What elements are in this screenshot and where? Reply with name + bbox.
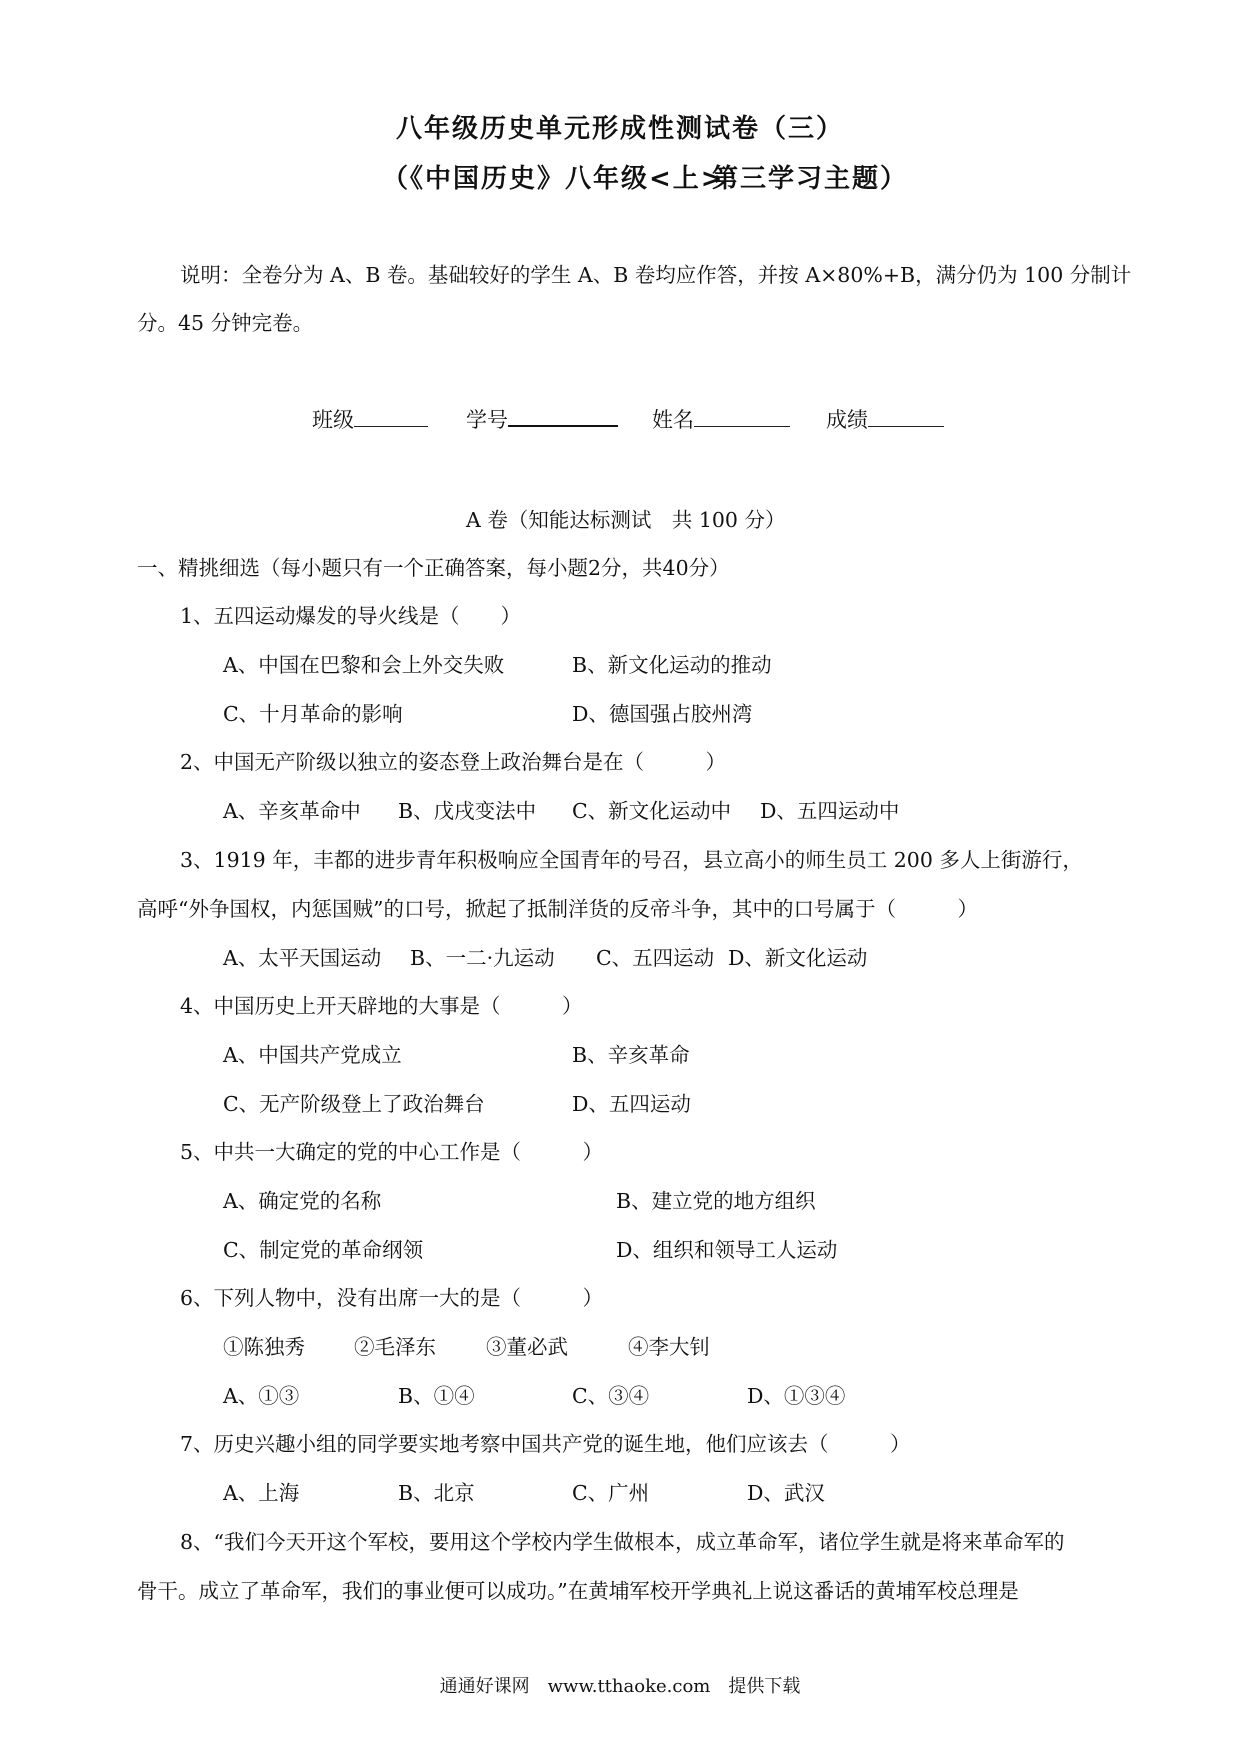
q7-option-c[interactable]: C、广州: [572, 1481, 650, 1505]
q2-option-c[interactable]: C、新文化运动中: [572, 799, 732, 823]
q4-option-b[interactable]: B、辛亥革命: [572, 1043, 690, 1067]
name-blank[interactable]: [694, 406, 790, 427]
q6-option-d[interactable]: D、①③④: [747, 1384, 846, 1408]
q7-option-d[interactable]: D、武汉: [747, 1481, 825, 1505]
question-8-stem-line1: 8、“我们今天开这个军校，要用这个学校内学生做根本，成立革命军，诸位学生就是将来革命军的: [180, 1530, 1065, 1554]
q6-item-2: ②毛泽东: [354, 1335, 436, 1359]
page-subtitle-left: （《中国历史》八年级<上>: [382, 164, 725, 194]
q4-option-c[interactable]: C、无产阶级登上了政治舞台: [223, 1092, 485, 1116]
q3-option-a[interactable]: A、太平天国运动: [223, 946, 382, 970]
student-no-field[interactable]: [466, 404, 618, 434]
q1-option-d[interactable]: D、德国强占胶州湾: [572, 702, 753, 726]
score-blank[interactable]: [868, 406, 944, 427]
question-8-stem-line2: 骨干。成立了革命军，我们的事业便可以成功。”在黄埔军校开学典礼上说这番话的黄埔军校总理是: [137, 1579, 1019, 1603]
q5-option-c[interactable]: C、制定党的革命纲领: [223, 1238, 424, 1262]
q7-option-a[interactable]: A、上海: [223, 1481, 300, 1505]
q4-option-d[interactable]: D、五四运动: [572, 1092, 691, 1116]
class-field[interactable]: [312, 404, 428, 434]
q1-option-b[interactable]: B、新文化运动的推动: [572, 653, 772, 677]
q5-option-b[interactable]: B、建立党的地方组织: [616, 1189, 816, 1213]
question-3-stem-line1: 3、1919 年，丰都的进步青年积极响应全国青年的号召，县立高小的师生员工 200 多人上街游行，: [180, 848, 1083, 872]
page-subtitle-right: 第三学习主题）: [712, 164, 909, 194]
question-7-stem: 7、历史兴趣小组的同学要实地考察中国共产党的诞生地，他们应该去（ ）: [180, 1432, 911, 1456]
q6-option-a[interactable]: A、①③: [223, 1384, 300, 1408]
instructions-line1: 说明：全卷分为 A、B 卷。基础较好的学生 A、B 卷均应作答，并按 A×80%+B，满分仍为 100 分制计: [180, 263, 1132, 287]
q4-option-a[interactable]: A、中国共产党成立: [223, 1043, 402, 1067]
q6-item-4: ④李大钊: [628, 1335, 710, 1359]
q6-option-c[interactable]: C、③④: [572, 1384, 650, 1408]
q2-option-b[interactable]: B、戊戌变法中: [398, 799, 537, 823]
page-title: 八年级历史单元形成性测试卷（三）: [395, 114, 844, 144]
q5-option-a[interactable]: A、确定党的名称: [223, 1189, 382, 1213]
q3-option-b[interactable]: B、一二·九运动: [410, 946, 555, 970]
q3-option-d[interactable]: D、新文化运动: [728, 946, 868, 970]
question-5-stem: 5、中共一大确定的党的中心工作是（ ）: [180, 1140, 604, 1164]
q6-item-3: ③董必武: [486, 1335, 568, 1359]
name-label: 姓名: [652, 408, 694, 432]
score-field[interactable]: [826, 404, 944, 434]
q6-option-b[interactable]: B、①④: [398, 1384, 475, 1408]
q1-option-a[interactable]: A、中国在巴黎和会上外交失败: [223, 653, 505, 677]
q2-option-d[interactable]: D、五四运动中: [760, 799, 900, 823]
q2-option-a[interactable]: A、辛亥革命中: [223, 799, 361, 823]
student-no-blank[interactable]: [508, 405, 618, 427]
q5-option-d[interactable]: D、组织和领导工人运动: [616, 1238, 838, 1262]
q6-item-1: ①陈独秀: [223, 1335, 305, 1359]
class-label: 班级: [312, 408, 354, 432]
student-no-label: 学号: [466, 408, 508, 432]
name-field[interactable]: [652, 404, 790, 434]
question-3-stem-line2: 高呼“外争国权，内惩国贼”的口号，掀起了抵制洋货的反帝斗争，其中的口号属于（ ）: [137, 897, 978, 921]
class-blank[interactable]: [354, 406, 428, 427]
score-label: 成绩: [826, 408, 868, 432]
question-6-stem: 6、下列人物中，没有出席一大的是（ ）: [180, 1286, 604, 1310]
q7-option-b[interactable]: B、北京: [398, 1481, 475, 1505]
part1-header: 一、精挑细选（每小题只有一个正确答案，每小题2分，共40分）: [137, 556, 730, 580]
section-a-header: A 卷（知能达标测试 共 100 分）: [466, 508, 786, 532]
q3-option-c[interactable]: C、五四运动: [596, 946, 715, 970]
question-4-stem: 4、中国历史上开天辟地的大事是（ ）: [180, 994, 583, 1018]
q1-option-c[interactable]: C、十月革命的影响: [223, 702, 403, 726]
question-1-stem: 1、五四运动爆发的导火线是（ ）: [180, 604, 522, 628]
page-footer: 通通好课网 www.tthaoke.com 提供下载: [439, 1676, 801, 1697]
instructions-line2: 分。45 分钟完卷。: [137, 311, 314, 335]
question-2-stem: 2、中国无产阶级以独立的姿态登上政治舞台是在（ ）: [180, 750, 727, 774]
